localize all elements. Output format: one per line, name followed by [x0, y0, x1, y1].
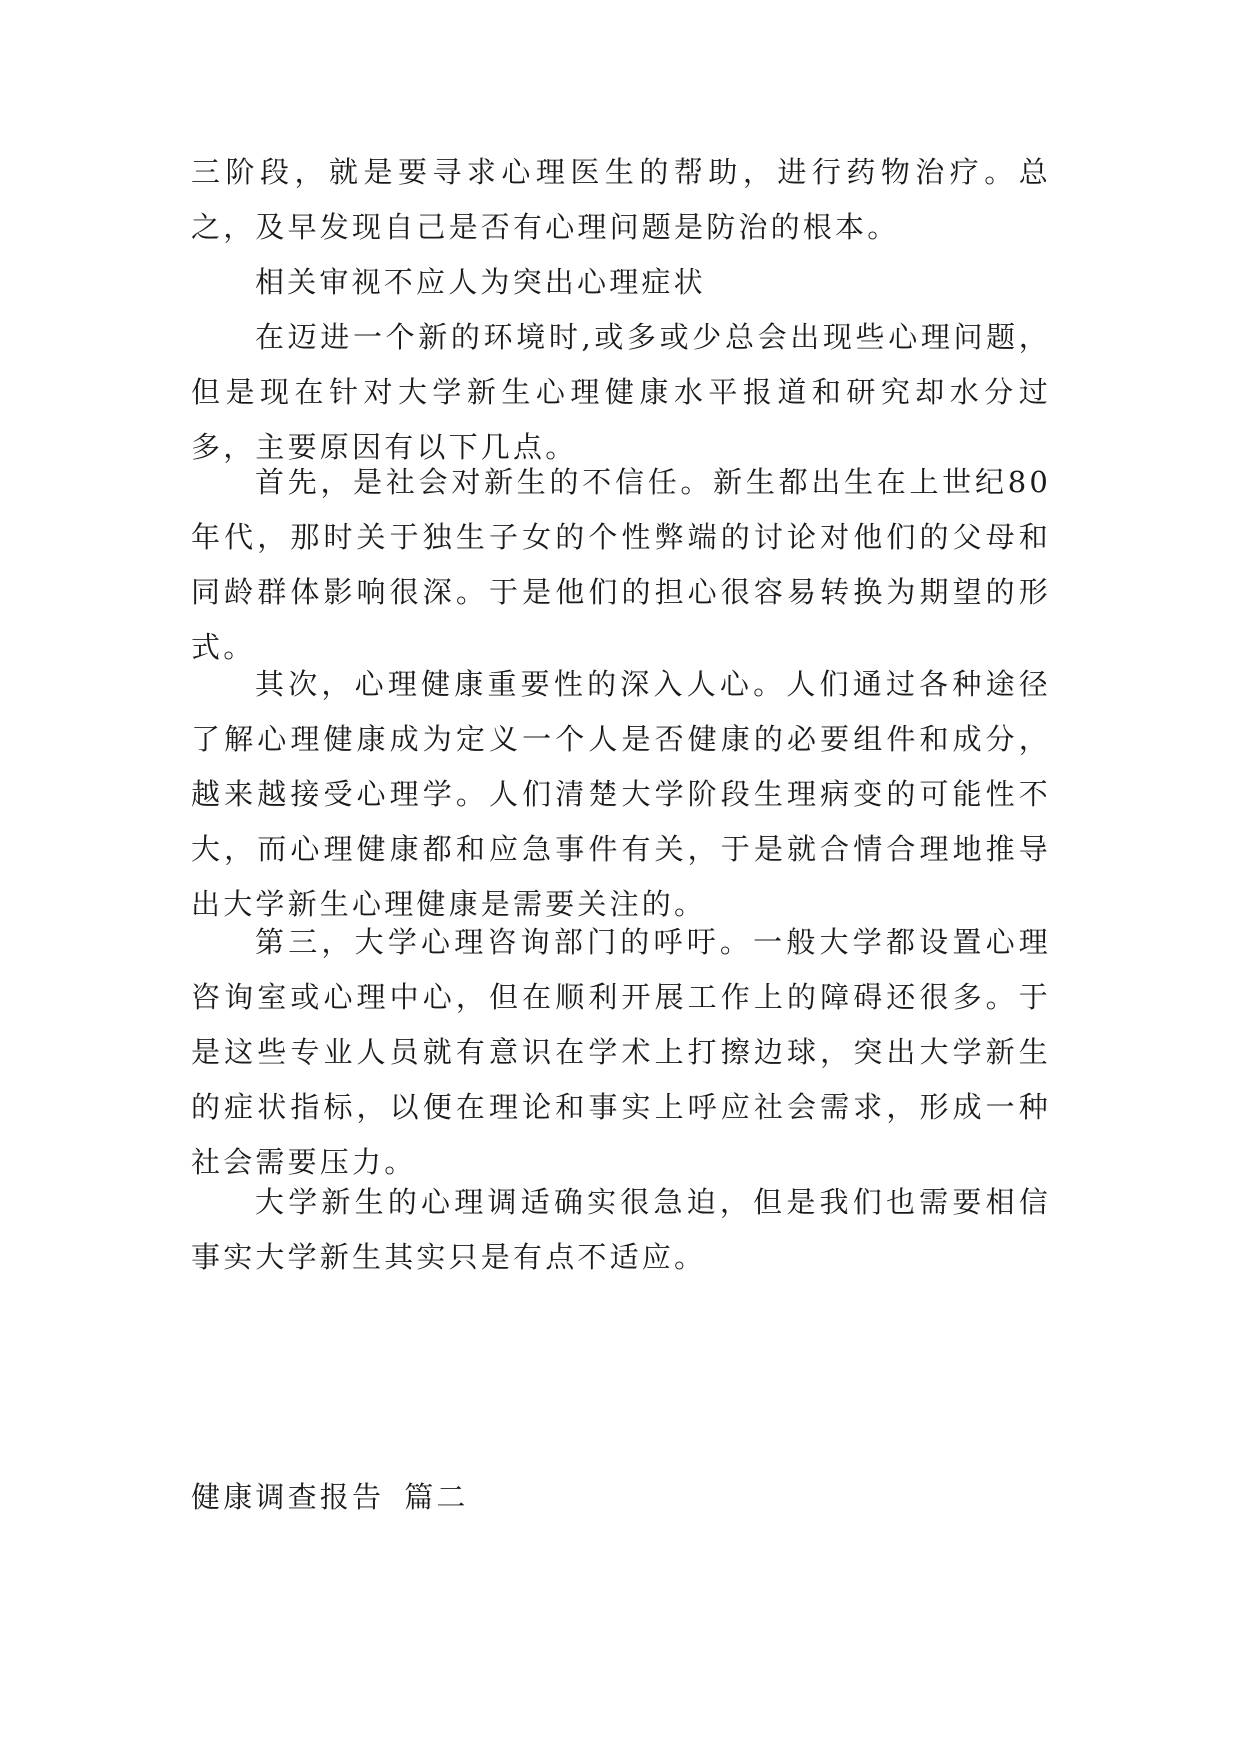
paragraph-second-reason: [191, 657, 1051, 932]
paragraph-first-reason: [191, 455, 1051, 675]
paragraph-conclusion: [191, 1175, 1051, 1285]
subheading-text: 相关审视不应人为突出心理症状: [255, 265, 706, 299]
section-title-sub: 篇二: [404, 1480, 469, 1514]
paragraph-text: 首先，是社会对新生的不信任。新生都出生在上世纪80年代，那时关于独生子女的个性弊端的讨论对他们的父母和同龄群体影响很深。于是他们的担心很容易转换为期望的形式。: [191, 465, 1051, 664]
paragraph-text: 大学新生的心理调适确实很急迫，但是我们也需要相信事实大学新生其实只是有点不适应。: [191, 1185, 1051, 1274]
paragraph-text: 其次，心理健康重要性的深入人心。人们通过各种途径了解心理健康成为定义一个人是否健康的必要组件和成分，越来越接受心理学。人们清楚大学阶段生理病变的可能性不大，而心理健康都和应急事件有关，于是就合情合理地推导出大学新生心理健康是需要关注的。: [191, 667, 1051, 921]
paragraph-third-reason: [191, 915, 1051, 1190]
paragraph-text: 第三，大学心理咨询部门的呼吁。一般大学都设置心理咨询室或心理中心，但在顺利开展工作上的障碍还很多。于是这些专业人员就有意识在学术上打擦边球，突出大学新生的症状指标，以便在理论和事实上呼应社会需求，形成一种社会需要压力。: [191, 925, 1051, 1179]
paragraph-text: 三阶段，就是要寻求心理医生的帮助，进行药物治疗。总之，及早发现自己是否有心理问题是防治的根本。: [191, 155, 1051, 244]
section-title: [191, 1470, 469, 1525]
paragraph-continuation: [191, 145, 1051, 255]
paragraph-intro: [191, 310, 1051, 475]
subheading: [191, 255, 1051, 310]
paragraph-text: 在迈进一个新的环境时,或多或少总会出现些心理问题，但是现在针对大学新生心理健康水平报道和研究却水分过多，主要原因有以下几点。: [191, 320, 1051, 464]
section-title-main: 健康调查报告: [191, 1480, 385, 1514]
